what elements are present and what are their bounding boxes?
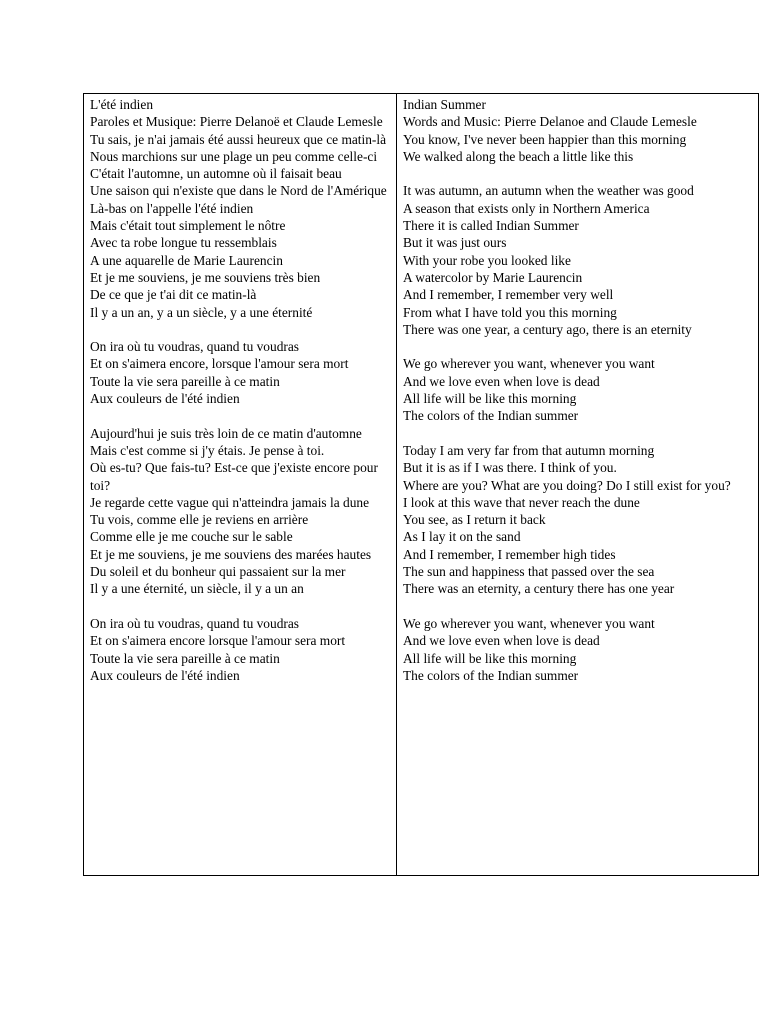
english-lyric-line: The sun and happiness that passed over the sea [403, 564, 655, 580]
french-lyric-line: Il y a un an, y a un siècle, y a une éternité [90, 304, 313, 320]
english-lyric-line: The colors of the Indian summer [403, 408, 579, 424]
french-lyric-line: Et on s'aimera encore lorsque l'amour sera mort [90, 633, 346, 649]
english-lyric-line: Words and Music: Pierre Delanoe and Claude Lemesle [403, 114, 697, 130]
english-lyric-line: A watercolor by Marie Laurencin [403, 269, 583, 285]
english-lyric-line: Today I am very far from that autumn morning [403, 442, 655, 458]
english-lyric-line: We go wherever you want, whenever you want [403, 356, 655, 372]
french-lyric-line: Toute la vie sera pareille à ce matin [90, 650, 280, 666]
english-lyric-line: As I lay it on the sand [403, 529, 521, 545]
english-lyric-line: Where are you? What are you doing? Do I still exist for you? [403, 477, 731, 493]
french-lyric-line: Toute la vie sera pareille à ce matin [90, 373, 280, 389]
english-lyric-line: And I remember, I remember very well [403, 287, 614, 303]
french-lyric-line: Nous marchions sur une plage un peu comme celle-ci [90, 148, 378, 164]
french-lyric-line: C'était l'automne, un automne où il faisait beau [90, 166, 342, 182]
blank-line [403, 165, 752, 182]
french-lyric-line: Mais c'est comme si j'y étais. Je pense à toi. [90, 442, 325, 458]
table-row [84, 94, 759, 876]
french-lyrics-column [84, 94, 397, 876]
french-lyric-line: Tu vois, comme elle je reviens en arrière [90, 512, 309, 528]
french-lyric-line: Aux couleurs de l'été indien [90, 667, 240, 683]
blank-line [90, 598, 390, 615]
blank-line [403, 598, 752, 615]
french-lyric-line: Comme elle je me couche sur le sable [90, 529, 293, 545]
english-lyrics-column [397, 94, 759, 876]
blank-line [90, 407, 390, 424]
french-lyric-line: A une aquarelle de Marie Laurencin [90, 252, 283, 268]
french-lyric-line: Et on s'aimera encore, lorsque l'amour sera mort [90, 356, 349, 372]
english-lyric-line: All life will be like this morning [403, 650, 577, 666]
french-lyric-line: Paroles et Musique: Pierre Delanoë et Claude Lemesle [90, 114, 383, 130]
blank-line [403, 338, 752, 355]
english-lyric-line: There was one year, a century ago, there is an eternity [403, 321, 692, 337]
french-lyric-line: L'été indien [90, 97, 154, 112]
english-lyric-line: I look at this wave that never reach the dune [403, 494, 640, 510]
french-lyric-line: Aux couleurs de l'été indien [90, 391, 240, 407]
english-lyric-line: We walked along the beach a little like this [403, 148, 634, 164]
blank-line [403, 425, 752, 442]
english-lyric-line: We go wherever you want, whenever you want [403, 615, 655, 631]
french-lyric-line: On ira où tu voudras, quand tu voudras [90, 339, 300, 355]
french-lyric-line: Où es-tu? Que fais-tu? Est-ce que j'existe encore pour toi? [90, 460, 378, 493]
english-lyric-line: The colors of the Indian summer [403, 667, 579, 683]
english-lyric-line: There was an eternity, a century there has one year [403, 581, 675, 597]
lyrics-table [83, 93, 759, 876]
french-lyric-line: Tu sais, je n'ai jamais été aussi heureux que ce matin-là [90, 131, 387, 147]
french-lyric-line: Là-bas on l'appelle l'été indien [90, 200, 254, 216]
french-lyric-line: Et je me souviens, je me souviens des marées hautes [90, 546, 372, 562]
english-lyric-line: With your robe you looked like [403, 252, 571, 268]
english-lyric-line: Indian Summer [403, 97, 486, 112]
french-lyric-line: Avec ta robe longue tu ressemblais [90, 235, 277, 251]
english-lyric-line: It was autumn, an autumn when the weather was good [403, 183, 694, 199]
english-lyric-line: A season that exists only in Northern America [403, 200, 650, 216]
english-lyric-line: But it was just ours [403, 235, 507, 251]
french-lyric-line: Il y a une éternité, un siècle, il y a un an [90, 581, 304, 597]
french-lyric-line: De ce que je t'ai dit ce matin-là [90, 287, 257, 303]
french-lyric-line: Aujourd'hui je suis très loin de ce matin d'automne [90, 425, 362, 441]
french-lyric-line: Je regarde cette vague qui n'atteindra jamais la dune [90, 494, 370, 510]
french-lyric-line: On ira où tu voudras, quand tu voudras [90, 615, 300, 631]
french-lyric-line: Et je me souviens, je me souviens très bien [90, 269, 321, 285]
french-lyric-line: Mais c'était tout simplement le nôtre [90, 218, 286, 234]
english-lyric-line: And I remember, I remember high tides [403, 546, 616, 562]
english-lyric-line: But it is as if I was there. I think of you. [403, 460, 617, 476]
english-lyric-line: You know, I've never been happier than this morning [403, 131, 687, 147]
french-lyric-line: Du soleil et du bonheur qui passaient sur la mer [90, 564, 346, 580]
french-lyric-line: Une saison qui n'existe que dans le Nord de l'Amérique [90, 183, 387, 199]
english-lyric-line: And we love even when love is dead [403, 373, 600, 389]
blank-line [90, 321, 390, 338]
english-lyric-line: There it is called Indian Summer [403, 218, 579, 234]
english-lyric-line: All life will be like this morning [403, 391, 577, 407]
english-lyric-line: And we love even when love is dead [403, 633, 600, 649]
english-lyric-line: You see, as I return it back [403, 512, 546, 528]
english-lyric-line: From what I have told you this morning [403, 304, 617, 320]
